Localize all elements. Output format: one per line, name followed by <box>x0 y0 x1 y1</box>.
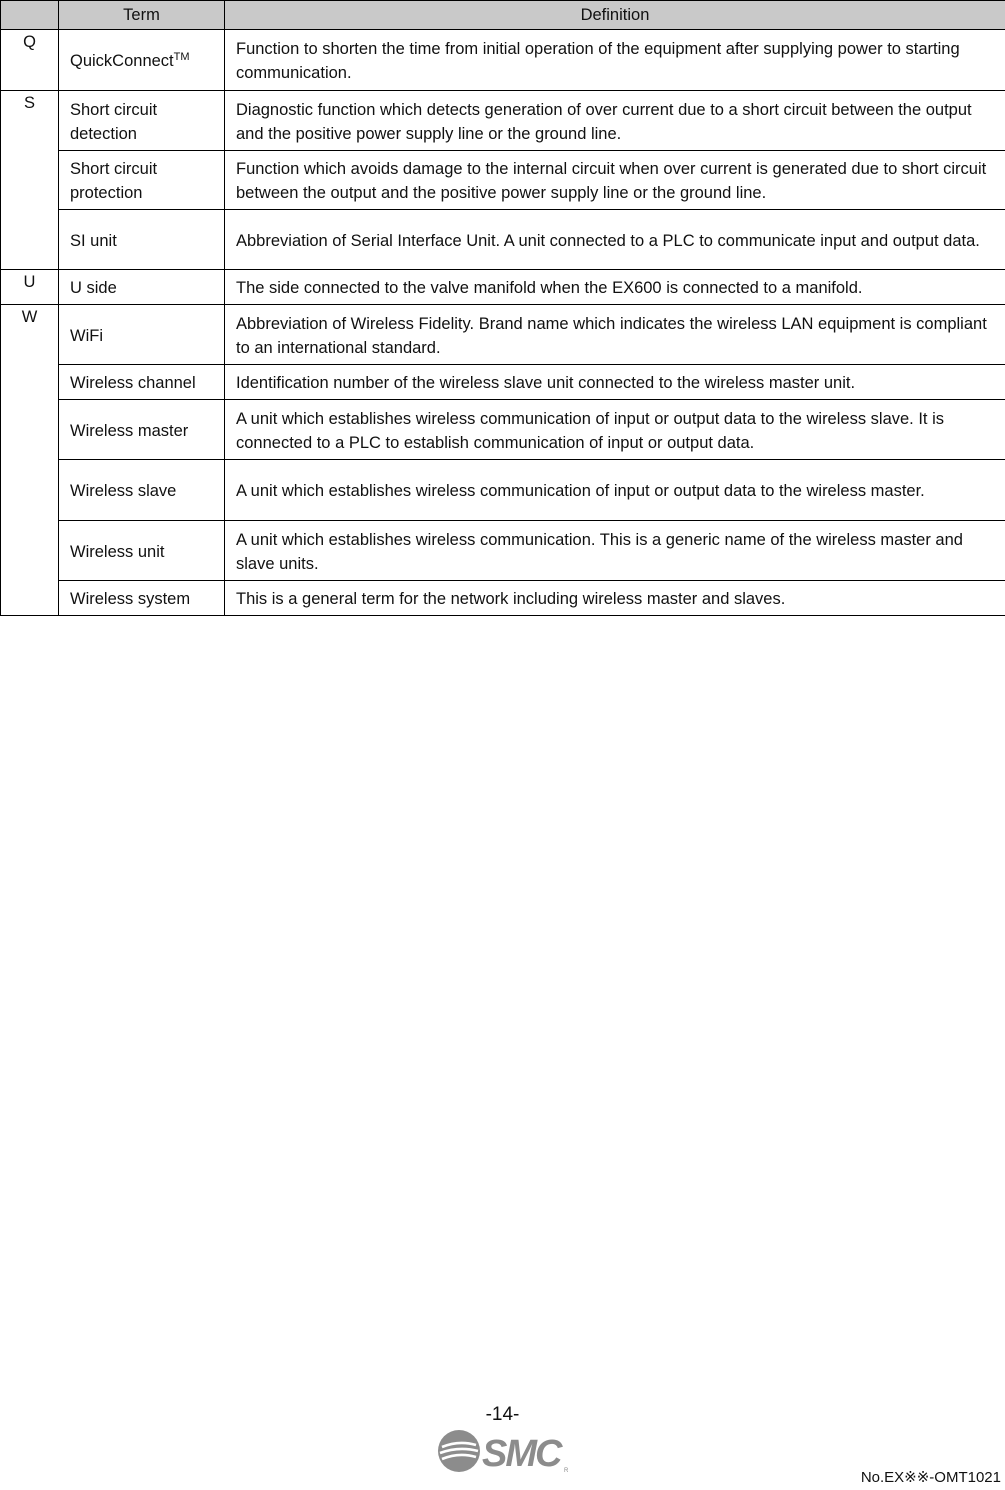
term-cell: WiFi <box>59 305 225 365</box>
term-cell: SI unit <box>59 210 225 270</box>
definition-cell: Abbreviation of Serial Interface Unit. A unit connected to a PLC to communicate input and output data. <box>225 210 1005 270</box>
definition-cell: Function to shorten the time from initial operation of the equipment after supplying power to starting communication. <box>225 30 1005 91</box>
term-cell: Wireless unit <box>59 521 225 581</box>
group-letter-u: U <box>1 270 59 305</box>
smc-logo-text: SMC <box>482 1433 561 1474</box>
smc-logo-mark <box>438 1430 480 1472</box>
term-cell: Wireless channel <box>59 365 225 400</box>
term-cell: Short circuit protection <box>59 151 225 210</box>
definition-cell: This is a general term for the network including wireless master and slaves. <box>225 581 1005 616</box>
header-letter-cell <box>1 1 59 30</box>
term-cell: U side <box>59 270 225 305</box>
term-cell: Wireless master <box>59 400 225 460</box>
header-term: Term <box>59 1 225 30</box>
definition-cell: A unit which establishes wireless communication of input or output data to the wireless master. <box>225 460 1005 521</box>
definition-cell: Abbreviation of Wireless Fidelity. Brand name which indicates the wireless LAN equipment is compliant to an international standard. <box>225 305 1005 365</box>
term-cell: Short circuit detection <box>59 91 225 151</box>
term-cell: Wireless slave <box>59 460 225 521</box>
table-row <box>1 91 1005 151</box>
term-cell <box>59 30 225 91</box>
table-row <box>1 460 1005 521</box>
table-header-row <box>1 1 1005 30</box>
registered-mark: R <box>564 1468 569 1474</box>
table-row <box>1 305 1005 365</box>
table-row <box>1 30 1005 91</box>
page-number: -14- <box>485 1404 520 1425</box>
definition-cell: The side connected to the valve manifold when the EX600 is connected to a manifold. <box>225 270 1005 305</box>
group-letter-s: S <box>1 91 59 270</box>
document-number: No.EX※※-OMT1021 <box>860 1469 1001 1486</box>
smc-logo <box>436 1428 570 1474</box>
table-row <box>1 210 1005 270</box>
term-text: QuickConnect <box>70 52 174 70</box>
definition-cell: Function which avoids damage to the internal circuit when over current is generated due to short circuit between the output and the positive power supply line or the ground line. <box>225 151 1005 210</box>
trademark-superscript: TM <box>173 51 190 63</box>
table-row <box>1 151 1005 210</box>
glossary-table <box>0 0 1005 616</box>
table-row <box>1 521 1005 581</box>
group-letter-q: Q <box>1 30 59 91</box>
header-definition: Definition <box>225 1 1005 30</box>
table-row <box>1 581 1005 616</box>
definition-cell: Diagnostic function which detects generation of over current due to a short circuit between the output and the positive power supply line or the ground line. <box>225 91 1005 151</box>
definition-cell: A unit which establishes wireless communication of input or output data to the wireless slave. It is connected to a PLC to establish communication of input or output data. <box>225 400 1005 460</box>
term-cell: Wireless system <box>59 581 225 616</box>
table-row <box>1 270 1005 305</box>
group-letter-w: W <box>1 305 59 616</box>
table-row <box>1 365 1005 400</box>
table-row <box>1 400 1005 460</box>
definition-cell: Identification number of the wireless slave unit connected to the wireless master unit. <box>225 365 1005 400</box>
definition-cell: A unit which establishes wireless communication. This is a generic name of the wireless master and slave units. <box>225 521 1005 581</box>
